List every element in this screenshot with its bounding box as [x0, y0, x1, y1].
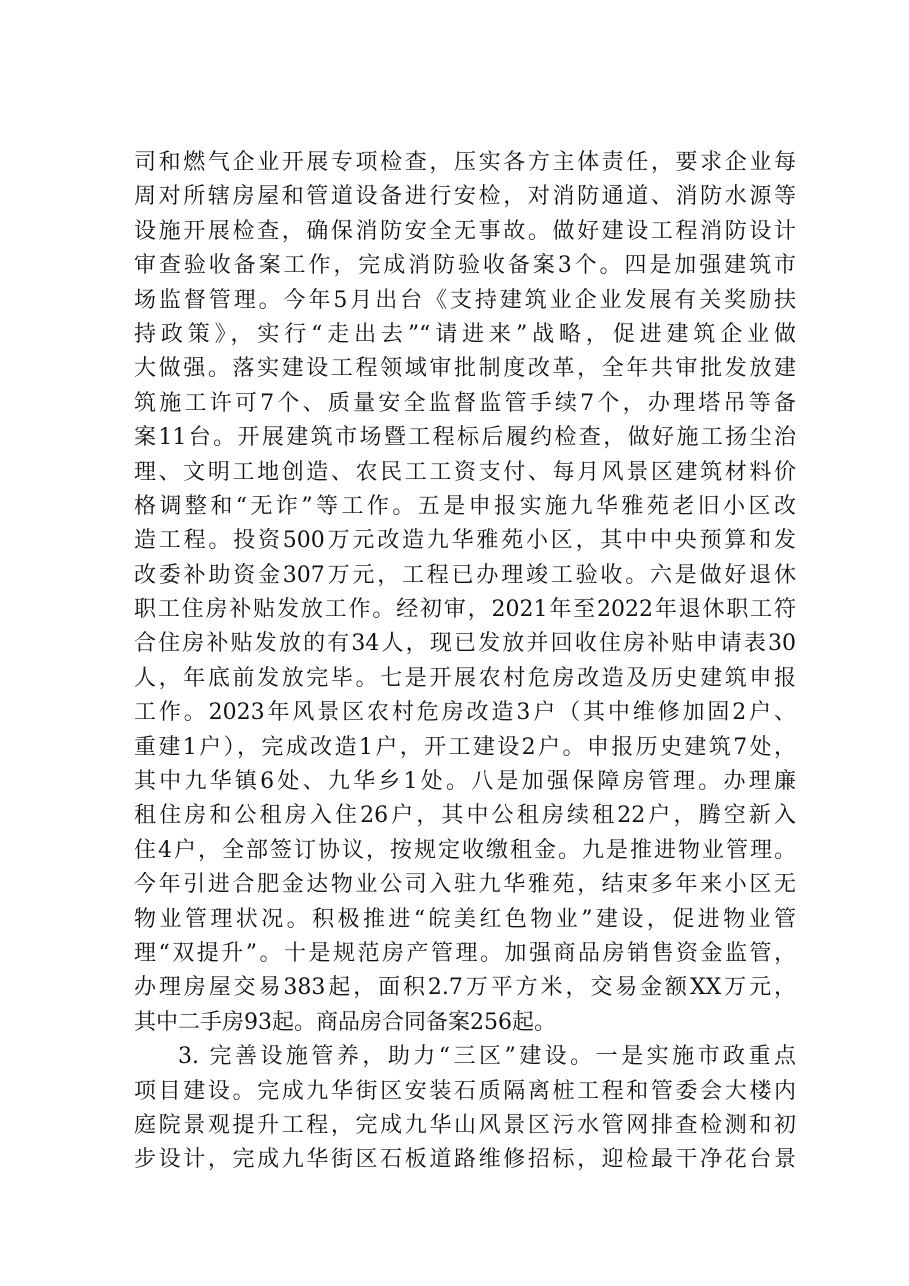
text-line: 司和燃气企业开展专项检查，压实各方主体责任，要求企业每: [134, 150, 796, 175]
section-heading-line: 3. 完善设施管养，助力“三区”建设。一是实施市政重点: [178, 1044, 796, 1070]
text-line: 合住房补贴发放的有34人，现已发放并回收住房补贴申请表30: [134, 631, 796, 657]
text-line: 改委补助资金307万元，工程已办理竣工验收。六是做好退休: [134, 562, 796, 588]
text-line: 租住房和公租房入住26户，其中公租房续租22户，腾空新入: [134, 803, 796, 829]
text-line: 物业管理状况。积极推进“皖美红色物业”建设，促进物业管: [134, 906, 796, 932]
text-line: 重建1户），完成改造1户，开工建设2户。申报历史建筑7处，: [134, 734, 796, 760]
text-line: 持政策》，实行“走出去”“请进来”战略，促进建筑企业做: [134, 321, 796, 347]
text-line: 其中九华镇6处、九华乡1处。八是加强保障房管理。办理廉: [134, 769, 796, 795]
text-line: 筑施工许可7个、质量安全监督监管手续7个，办理塔吊等备: [134, 390, 796, 416]
text-line: 工作。2023年风景区农村危房改造3户（其中维修加固2户、: [134, 700, 796, 726]
text-line: 理“双提升”。十是规范房产管理。加强商品房销售资金监管，: [134, 940, 796, 966]
text-line: 庭院景观提升工程，完成九华山风景区污水管网排查检测和初: [134, 1112, 796, 1138]
text-line: 项目建设。完成九华街区安装石质隔离桩工程和管委会大楼内: [134, 1078, 796, 1104]
text-line: 场监督管理。今年5月出台《支持建筑业企业发展有关奖励扶: [134, 287, 796, 313]
text-line: 案11台。开展建筑市场暨工程标后履约检查，做好施工扬尘治: [134, 425, 796, 451]
text-line: 今年引进合肥金达物业公司入驻九华雅苑，结束多年来小区无: [134, 872, 796, 898]
text-line: 其中二手房93起。商品房合同备案256起。: [134, 1009, 556, 1035]
text-line: 步设计，完成九华街区石板道路维修招标，迎检最干净花台景: [134, 1147, 796, 1173]
text-line: 周对所辖房屋和管道设备进行安检，对消防通道、消防水源等: [134, 184, 796, 210]
text-line: 设施开展检查，确保消防安全无事故。做好建设工程消防设计: [134, 218, 796, 244]
text-line: 大做强。落实建设工程领域审批制度改革，全年共审批发放建: [134, 356, 796, 382]
text-line: 住4户，全部签订协议，按规定收缴租金。九是推进物业管理。: [134, 837, 796, 863]
body-text: [134, 146, 796, 1178]
text-line: 格调整和“无诈”等工作。五是申报实施九华雅苑老旧小区改: [134, 493, 796, 519]
text-line: 办理房屋交易383起，面积2.7万平方米，交易金额XX万元，: [134, 975, 796, 1001]
text-line: 造工程。投资500万元改造九华雅苑小区，其中中央预算和发: [134, 528, 796, 554]
text-line: 人，年底前发放完毕。七是开展农村危房改造及历史建筑申报: [134, 665, 796, 691]
text-line: 审查验收备案工作，完成消防验收备案3个。四是加强建筑市: [134, 253, 796, 279]
text-line: 职工住房补贴发放工作。经初审，2021年至2022年退休职工符: [134, 597, 796, 623]
text-line: 理、文明工地创造、农民工工资支付、每月风景区建筑材料价: [134, 459, 796, 485]
